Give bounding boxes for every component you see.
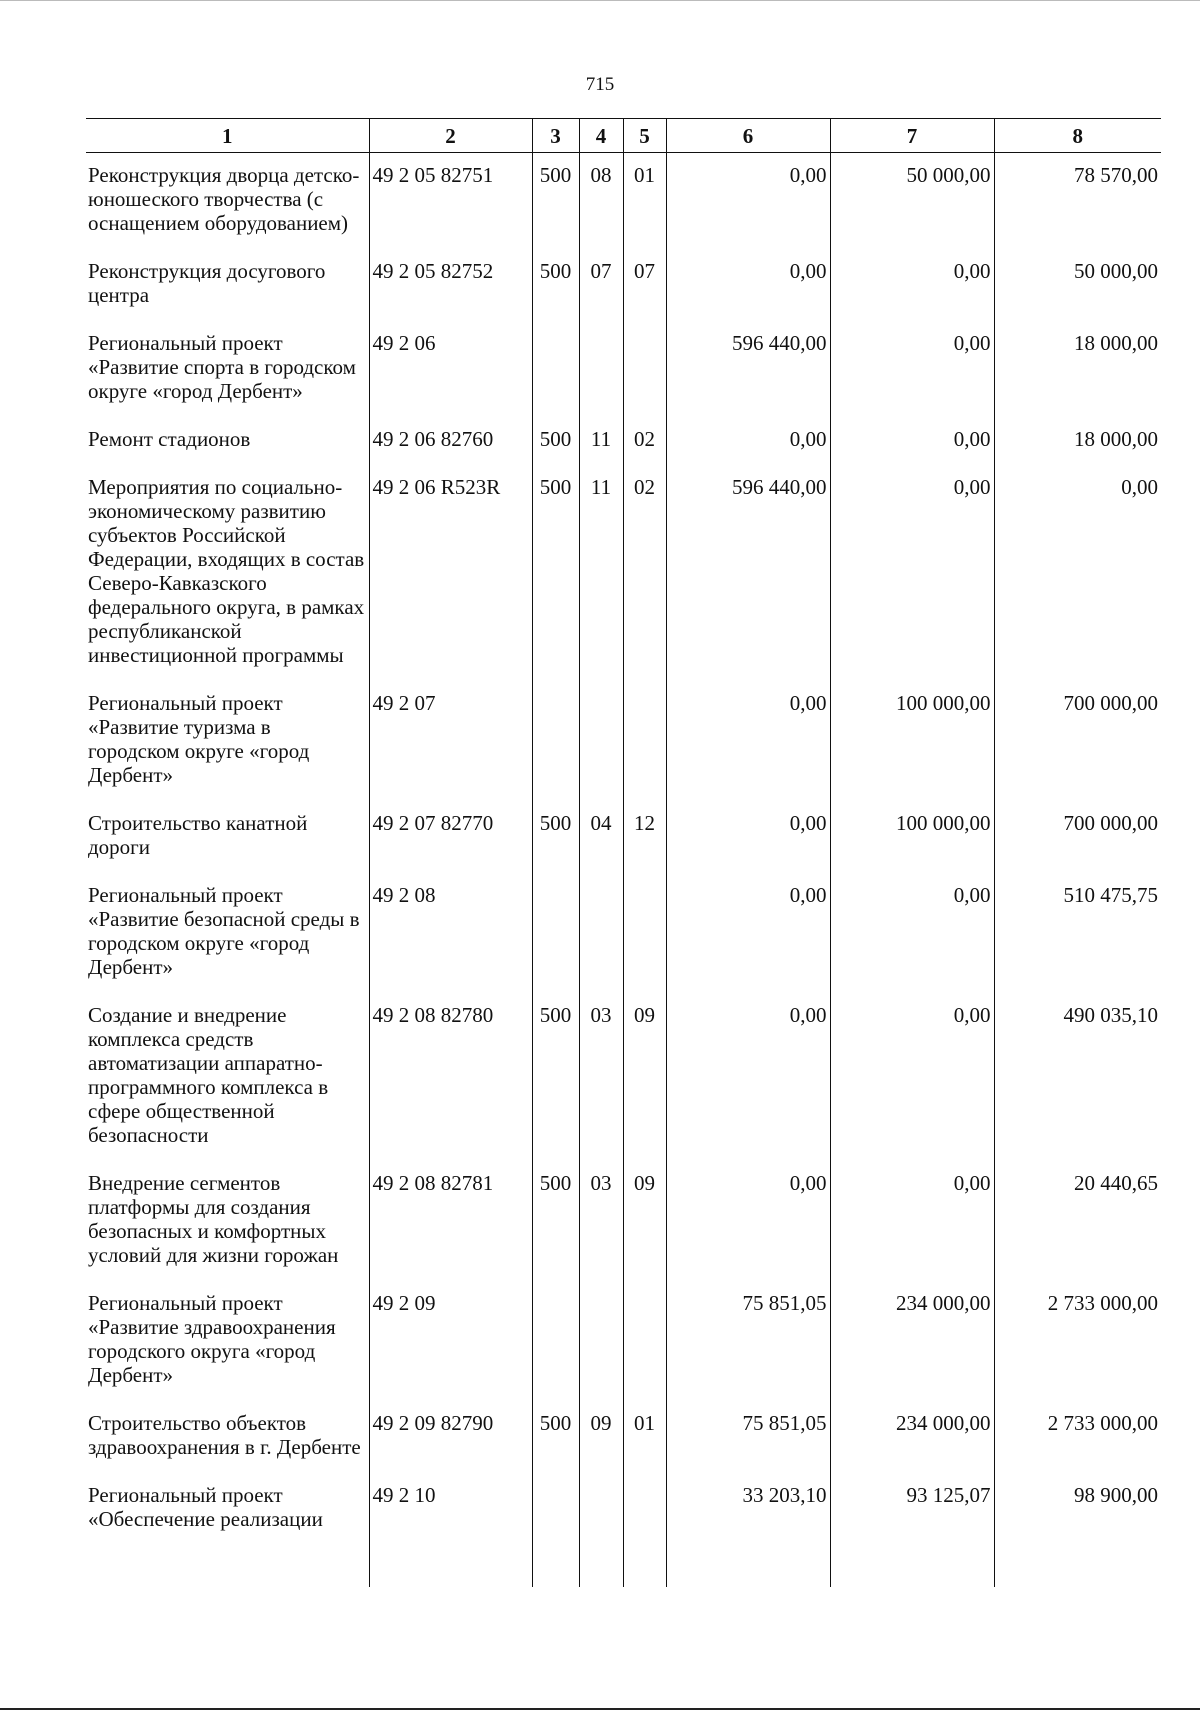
row-col5: 12 [623, 801, 666, 873]
row-col3 [532, 681, 579, 801]
table-row [86, 1281, 1161, 1401]
row-code: 49 2 09 [369, 1281, 532, 1401]
row-col4: 09 [579, 1401, 623, 1473]
row-col4: 07 [579, 249, 623, 321]
row-col5: 02 [623, 417, 666, 465]
row-col5: 02 [623, 465, 666, 681]
row-col5 [623, 1281, 666, 1401]
row-value-7: 0,00 [830, 249, 994, 321]
row-value-8: 20 440,65 [994, 1161, 1161, 1281]
row-value-6: 0,00 [666, 1161, 830, 1281]
column-header-3: 3 [532, 119, 579, 153]
row-code: 49 2 08 [369, 873, 532, 993]
row-value-7: 0,00 [830, 873, 994, 993]
row-code: 49 2 08 82780 [369, 993, 532, 1161]
page-bottom-edge [0, 1708, 1200, 1710]
table-body [86, 153, 1161, 1588]
row-value-7: 100 000,00 [830, 681, 994, 801]
row-col5: 09 [623, 993, 666, 1161]
row-value-6: 0,00 [666, 873, 830, 993]
row-value-7: 93 125,07 [830, 1473, 994, 1587]
row-code: 49 2 06 R523R [369, 465, 532, 681]
row-code: 49 2 07 [369, 681, 532, 801]
row-value-8: 2 733 000,00 [994, 1401, 1161, 1473]
row-col4 [579, 1281, 623, 1401]
row-name: Реконструкция дворца детско-юношеского творчества (с оснащением оборудованием) [88, 163, 360, 235]
row-col5 [623, 1473, 666, 1587]
table-row [86, 153, 1161, 250]
row-value-8: 0,00 [994, 465, 1161, 681]
row-value-8: 50 000,00 [994, 249, 1161, 321]
table-row [86, 873, 1161, 993]
row-value-6: 0,00 [666, 993, 830, 1161]
row-value-8: 490 035,10 [994, 993, 1161, 1161]
row-code: 49 2 08 82781 [369, 1161, 532, 1281]
table-header-row [86, 119, 1161, 153]
row-col4 [579, 681, 623, 801]
table-row [86, 321, 1161, 417]
row-value-7: 0,00 [830, 993, 994, 1161]
column-header-1: 1 [86, 119, 369, 153]
row-col4 [579, 321, 623, 417]
row-value-8: 510 475,75 [994, 873, 1161, 993]
row-name: Региональный проект «Обеспечение реализации [88, 1483, 323, 1531]
row-value-8: 2 733 000,00 [994, 1281, 1161, 1401]
row-name: Реконструкция досугового центра [88, 259, 326, 307]
row-name: Мероприятия по социально-экономическому развитию субъектов Российской Федерации, входящих в состав Северо-Кавказского федерального округа, в рамках республиканской инвестиционной программы [88, 475, 365, 667]
table-row [86, 801, 1161, 873]
table-row [86, 465, 1161, 681]
row-col4: 11 [579, 465, 623, 681]
row-col5: 09 [623, 1161, 666, 1281]
row-col3: 500 [532, 1161, 579, 1281]
column-header-5: 5 [623, 119, 666, 153]
row-col4: 03 [579, 993, 623, 1161]
row-col4: 04 [579, 801, 623, 873]
row-col3 [532, 1281, 579, 1401]
row-value-7: 100 000,00 [830, 801, 994, 873]
page-top-edge [0, 0, 1200, 1]
row-value-8: 700 000,00 [994, 801, 1161, 873]
row-value-7: 0,00 [830, 417, 994, 465]
row-code: 49 2 05 82752 [369, 249, 532, 321]
row-name: Региональный проект «Развитие здравоохранения городского округа «город Дербент» [88, 1291, 336, 1387]
row-value-7: 234 000,00 [830, 1281, 994, 1401]
row-value-8: 98 900,00 [994, 1473, 1161, 1587]
row-name: Ремонт стадионов [88, 427, 251, 451]
row-name: Создание и внедрение комплекса средств автоматизации аппаратно-программного комплекса в сфере общественной безопасности [88, 1003, 329, 1147]
table-row [86, 417, 1161, 465]
row-value-6: 33 203,10 [666, 1473, 830, 1587]
column-header-7: 7 [830, 119, 994, 153]
row-name: Региональный проект «Развитие туризма в городском округе «город Дербент» [88, 691, 310, 787]
row-value-6: 75 851,05 [666, 1281, 830, 1401]
row-value-8: 78 570,00 [994, 153, 1161, 250]
column-header-6: 6 [666, 119, 830, 153]
table-row [86, 249, 1161, 321]
row-col3: 500 [532, 993, 579, 1161]
row-code: 49 2 06 82760 [369, 417, 532, 465]
table-row [86, 993, 1161, 1161]
row-col5: 07 [623, 249, 666, 321]
row-col3: 500 [532, 249, 579, 321]
row-col3: 500 [532, 417, 579, 465]
row-code: 49 2 07 82770 [369, 801, 532, 873]
row-col4: 08 [579, 153, 623, 250]
row-col3: 500 [532, 1401, 579, 1473]
row-value-6: 596 440,00 [666, 321, 830, 417]
row-col5: 01 [623, 1401, 666, 1473]
row-code: 49 2 05 82751 [369, 153, 532, 250]
row-col3: 500 [532, 153, 579, 250]
row-value-6: 596 440,00 [666, 465, 830, 681]
row-value-7: 0,00 [830, 465, 994, 681]
row-value-6: 0,00 [666, 801, 830, 873]
row-col3: 500 [532, 465, 579, 681]
column-header-8: 8 [994, 119, 1161, 153]
row-value-8: 700 000,00 [994, 681, 1161, 801]
row-col4 [579, 873, 623, 993]
column-header-4: 4 [579, 119, 623, 153]
budget-table [86, 118, 1161, 1587]
row-value-6: 0,00 [666, 153, 830, 250]
row-col3 [532, 873, 579, 993]
row-name: Строительство канатной дороги [88, 811, 308, 859]
row-code: 49 2 09 82790 [369, 1401, 532, 1473]
row-value-6: 75 851,05 [666, 1401, 830, 1473]
table-row [86, 1401, 1161, 1473]
row-value-8: 18 000,00 [994, 417, 1161, 465]
row-value-7: 234 000,00 [830, 1401, 994, 1473]
row-code: 49 2 10 [369, 1473, 532, 1587]
table-row [86, 681, 1161, 801]
row-col4: 11 [579, 417, 623, 465]
row-col3 [532, 321, 579, 417]
row-col5 [623, 321, 666, 417]
row-value-6: 0,00 [666, 681, 830, 801]
row-col5: 01 [623, 153, 666, 250]
row-name: Внедрение сегментов платформы для создания безопасных и комфортных условий для жизни горожан [88, 1171, 339, 1267]
row-name: Строительство объектов здравоохранения в г. Дербенте [88, 1411, 361, 1459]
row-value-7: 0,00 [830, 1161, 994, 1281]
row-value-7: 50 000,00 [830, 153, 994, 250]
row-col4 [579, 1473, 623, 1587]
row-col4: 03 [579, 1161, 623, 1281]
row-value-7: 0,00 [830, 321, 994, 417]
row-value-6: 0,00 [666, 417, 830, 465]
row-code: 49 2 06 [369, 321, 532, 417]
row-col5 [623, 681, 666, 801]
row-col3 [532, 1473, 579, 1587]
table-row [86, 1161, 1161, 1281]
row-name: Региональный проект «Развитие безопасной среды в городском округе «город Дербент» [88, 883, 360, 979]
column-header-2: 2 [369, 119, 532, 153]
row-name: Региональный проект «Развитие спорта в городском округе «город Дербент» [88, 331, 356, 403]
row-value-6: 0,00 [666, 249, 830, 321]
row-value-8: 18 000,00 [994, 321, 1161, 417]
page-number: 715 [585, 74, 615, 95]
row-col3: 500 [532, 801, 579, 873]
row-col5 [623, 873, 666, 993]
table-row [86, 1473, 1161, 1587]
